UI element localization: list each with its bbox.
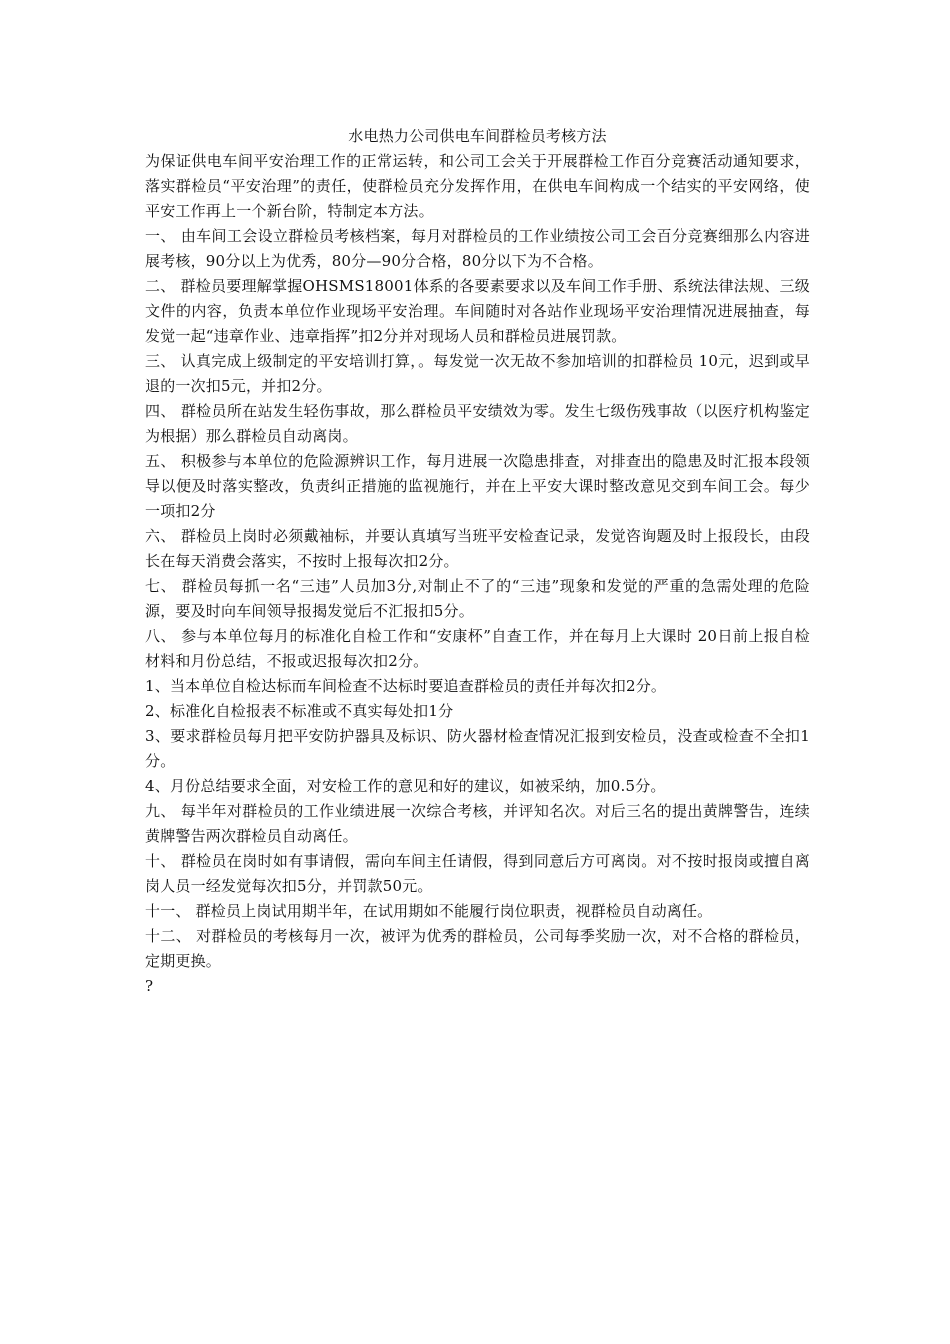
clause-6: 六、 群检员上岗时必须戴袖标，并要认真填写当班平安检查记录，发觉咨询题及时上报段长，由段长在每天消费会落实，不按时上报每次扣2分。 bbox=[145, 527, 810, 570]
clause-12: 十二、 对群检员的考核每月一次，被评为优秀的群检员，公司每季奖励一次，对不合格的群检员，定期更换。 bbox=[145, 927, 810, 970]
clause-7: 七、 群检员每抓一名“三违”人员加3分,对制止不了的“三违”现象和发觉的严重的急需处理的危险源，要及时向车间领导报揭发觉后不汇报扣5分。 bbox=[145, 577, 810, 620]
clause-2: 二、 群检员要理解掌握OHSMS18001体系的各要素要求以及车间工作手册、系统法律法规、三级文件的内容，负责本单位作业现场平安治理。车间随时对各站作业现场平安治理情况进展抽查，每发觉一起“违章作业、违章指挥”扣2分并对现场人员和群检员进展罚款。 bbox=[145, 277, 810, 345]
clause-4: 四、 群检员所在站发生轻伤事故，那么群检员平安绩效为零。发生七级伤残事故（以医疗机构鉴定为根据）那么群检员自动离岗。 bbox=[145, 402, 810, 445]
sub-item-3: 3、要求群检员每月把平安防护器具及标识、防火器材检查情况汇报到安检员，没查或检查不全扣1分。 bbox=[145, 727, 810, 770]
document-title: 水电热力公司供电车间群检员考核方法 bbox=[348, 127, 607, 145]
trailing-mark: ? bbox=[145, 977, 154, 995]
clause-9: 九、 每半年对群检员的工作业绩进展一次综合考核，并评知名次。对后三名的提出黄牌警告，连续黄牌警告两次群检员自动离任。 bbox=[145, 802, 810, 845]
document-body bbox=[145, 124, 810, 999]
clause-8: 八、 参与本单位每月的标准化自检工作和“安康杯”自查工作，并在每月上大课时 20日前上报自检材料和月份总结，不报或迟报每次扣2分。 bbox=[145, 627, 810, 670]
sub-item-2: 2、标准化自检报表不标准或不真实每处扣1分 bbox=[145, 702, 454, 720]
clause-11: 十一、 群检员上岗试用期半年，在试用期如不能履行岗位职责，视群检员自动离任。 bbox=[145, 902, 713, 920]
clause-1: 一、 由车间工会设立群检员考核档案，每月对群检员的工作业绩按公司工会百分竞赛细那么内容进展考核，90分以上为优秀，80分—90分合格，80分以下为不合格。 bbox=[145, 227, 810, 270]
intro-paragraph: 为保证供电车间平安治理工作的正常运转，和公司工会关于开展群检工作百分竞赛活动通知要求，落实群检员“平安治理”的责任，使群检员充分发挥作用，在供电车间构成一个结实的平安网络，使平安工作再上一个新台阶，特制定本方法。 bbox=[145, 152, 810, 220]
sub-item-1: 1、当本单位自检达标而车间检查不达标时要追查群检员的责任并每次扣2分。 bbox=[145, 677, 667, 695]
clause-5: 五、 积极参与本单位的危险源辨识工作，每月进展一次隐患排查，对排查出的隐患及时汇报本段领导以便及时落实整改，负责纠正措施的监视施行，并在上平安大课时整改意见交到车间工会。每少一项扣2分 bbox=[145, 452, 810, 520]
sub-item-4: 4、月份总结要求全面，对安检工作的意见和好的建议，如被采纳，加0.5分。 bbox=[145, 777, 666, 795]
clause-3: 三、 认真完成上级制定的平安培训打算，。每发觉一次无故不参加培训的扣群检员 10元，迟到或早退的一次扣5元，并扣2分。 bbox=[145, 352, 810, 395]
clause-10: 十、 群检员在岗时如有事请假，需向车间主任请假，得到同意后方可离岗。对不按时报岗或擅自离岗人员一经发觉每次扣5分，并罚款50元。 bbox=[145, 852, 810, 895]
